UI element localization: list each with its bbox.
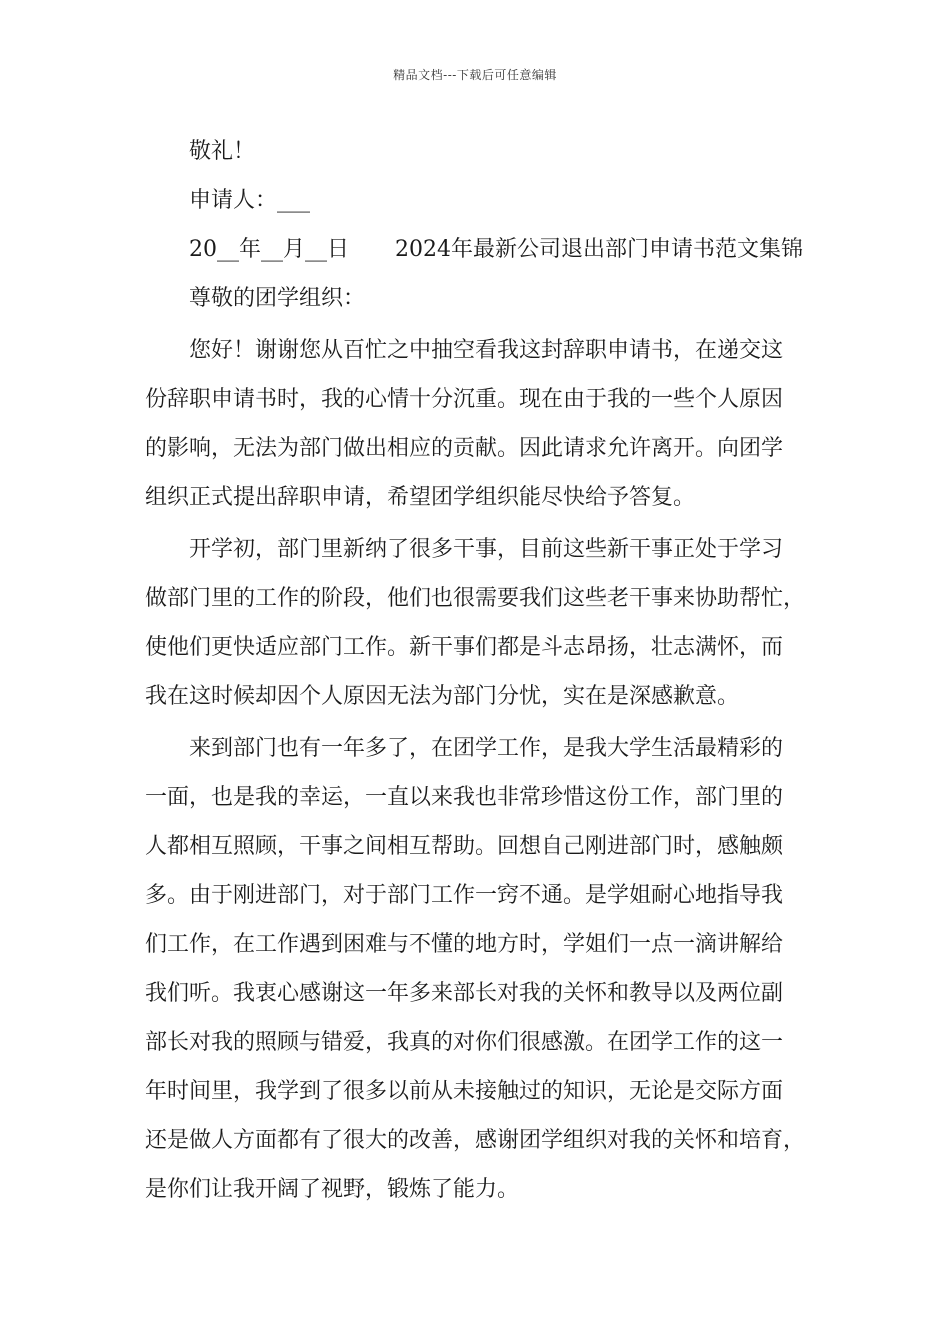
paragraph-line: 多。由于刚进部门，对于部门工作一窍不通。是学姐耐心地指导我 [145,883,784,908]
paragraph-line: 的影响，无法为部门做出相应的贡献。因此请求允许离开。向团学 [145,436,784,461]
page-header: 精品文档---下载后可任意编辑 [393,68,557,82]
date-and-title-line [189,235,803,265]
letter-greeting: 尊敬的团学组织： [189,286,366,311]
paragraph-line: 您好！谢谢您从百忙之中抽空看我这封辞职申请书，在递交这 [189,338,784,363]
paragraph-line: 们工作，在工作遇到困难与不懂的地方时，学姐们一点一滴讲解给 [145,932,784,957]
paragraph-line: 开学初，部门里新纳了很多干事，目前这些新干事正处于学习 [189,537,784,562]
paragraph-line: 份辞职申请书时，我的心情十分沉重。现在由于我的一些个人原因 [145,387,784,412]
paragraph-line: 我在这时候却因个人原因无法为部门分忧，实在是深感歉意。 [145,684,740,709]
paragraph-line: 使他们更快适应部门工作。新干事们都是斗志昂扬，壮志满怀，而 [145,635,784,660]
applicant-line: 申请人：___ [189,188,311,213]
paragraph-line: 还是做人方面都有了很大的改善，感谢团学组织对我的关怀和培育， [145,1128,806,1153]
paragraph-line: 我们听。我衷心感谢这一年多来部长对我的关怀和教导以及两位副 [145,981,784,1006]
paragraph-line: 是你们让我开阔了视野，锻炼了能力。 [145,1177,520,1202]
date-line: 20__年__月__日 [189,237,349,262]
closing-salute: 敬礼！ [189,139,256,164]
document-title: 2024年最新公司退出部门申请书范文集锦 [395,237,803,262]
paragraph-line: 做部门里的工作的阶段，他们也很需要我们这些老干事来协助帮忙， [145,586,806,611]
paragraph-line: 人都相互照顾，干事之间相互帮助。回想自己刚进部门时，感触颇 [145,834,784,859]
paragraph-line: 一面，也是我的幸运，一直以来我也非常珍惜这份工作，部门里的 [145,785,784,810]
paragraph-line: 年时间里，我学到了很多以前从未接触过的知识，无论是交际方面 [145,1079,784,1104]
paragraph-line: 部长对我的照顾与错爱，我真的对你们很感激。在团学工作的这一 [145,1030,784,1055]
paragraph-line: 来到部门也有一年多了，在团学工作，是我大学生活最精彩的 [189,736,784,761]
paragraph-line: 组织正式提出辞职申请，希望团学组织能尽快给予答复。 [145,485,696,510]
